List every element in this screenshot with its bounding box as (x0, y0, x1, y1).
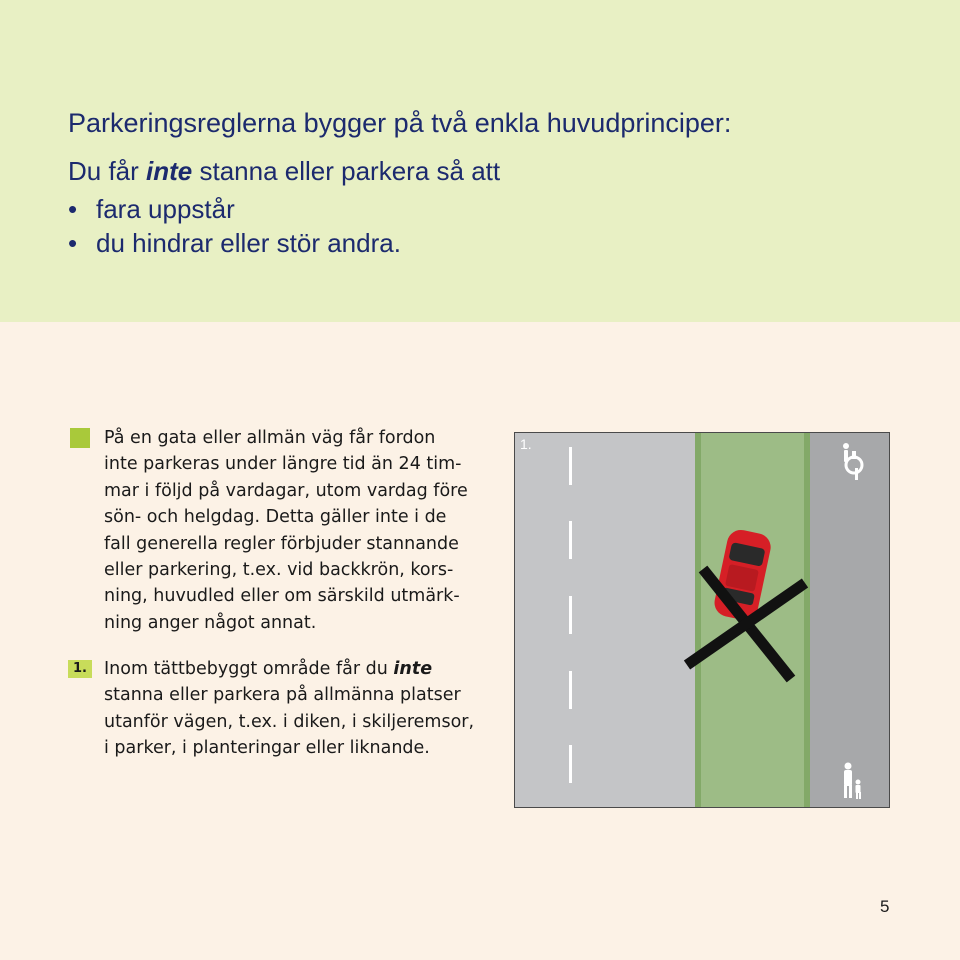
paragraph-line: mar i följd på vardagar, utom vardag före (104, 480, 468, 501)
paragraph2-before: Inom tättbebyggt område får du (104, 659, 394, 679)
list-item (68, 192, 401, 226)
median-edge-left (695, 433, 701, 807)
page-heading: Parkeringsreglerna bygger på två enkla huvudprinciper: (68, 108, 732, 138)
figure-label: 1. (520, 436, 532, 452)
paragraph-line (104, 656, 474, 682)
bullet-dot: • (68, 194, 78, 224)
paragraph-line: fall generella regler förbjuder stannande (104, 533, 459, 554)
paragraph-line: sön- och helgdag. Detta gäller inte i de (104, 507, 447, 528)
road-illustration-svg (515, 433, 889, 807)
road-surface (515, 433, 695, 807)
section-marker-square (70, 428, 90, 448)
list-item-text: du hindrar eller stör andra. (96, 228, 401, 258)
paragraph-line: i parker, i planteringar eller liknande. (104, 738, 430, 759)
intro-before: Du får (68, 156, 147, 186)
paragraph-line: eller parkering, t.ex. vid backkrön, kors- (104, 560, 454, 581)
paragraph-line: ning, huvudled eller om särskild utmärk- (104, 586, 460, 607)
intro-emphasis: inte (146, 156, 193, 186)
paragraph2-emphasis: inte (393, 659, 433, 679)
number-badge: 1. (68, 660, 92, 678)
intro-after: stanna eller parkera så att (192, 156, 501, 186)
paragraph-line: På en gata eller allmän väg får fordon (104, 428, 436, 448)
sidewalk (810, 433, 889, 807)
principles-list (68, 192, 401, 260)
built-up-area-paragraph (104, 656, 474, 762)
paragraph-line: inte parkeras under längre tid än 24 tim- (104, 454, 462, 475)
list-item-text: fara uppstår (96, 194, 235, 224)
road-illustration (514, 432, 890, 808)
paragraph-line: ning anger något annat. (104, 612, 317, 633)
paragraph-line: stanna eller parkera på allmänna platser (104, 685, 461, 706)
paragraph-line: utanför vägen, t.ex. i diken, i skiljeremsor, (104, 711, 475, 732)
parking-24h-paragraph (104, 425, 474, 636)
intro-sentence (68, 156, 500, 187)
list-item (68, 226, 401, 260)
bullet-dot: • (68, 228, 78, 258)
page-number: 5 (880, 897, 890, 916)
median-edge-right (804, 433, 810, 807)
